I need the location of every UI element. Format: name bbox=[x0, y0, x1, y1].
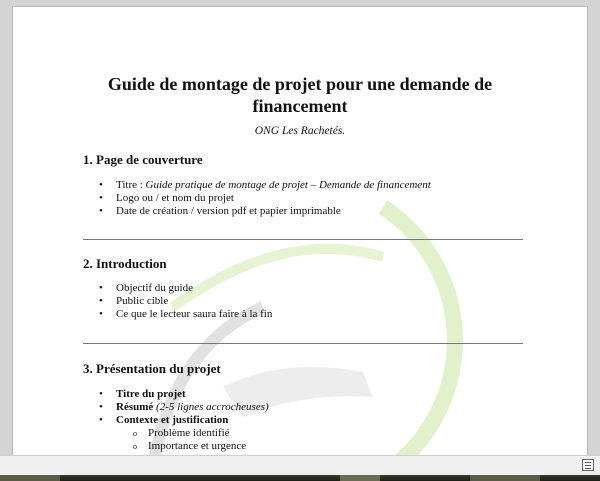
document-subtitle: ONG Les Rachetés. bbox=[254, 125, 346, 137]
list-item: • Logo ou / et nom du projet bbox=[99, 192, 431, 205]
viewer-status-bar bbox=[0, 455, 600, 476]
presentation-list bbox=[99, 388, 269, 453]
sub-list-item: o Importance et urgence bbox=[133, 440, 269, 453]
section-heading-introduction: 2. Introduction bbox=[83, 256, 167, 271]
list-item: • Public cible bbox=[99, 295, 272, 308]
list-item: • Résumé (2-5 lignes accrocheuses) bbox=[99, 401, 269, 414]
sub-list bbox=[116, 427, 269, 453]
section-heading-cover: 1. Page de couverture bbox=[83, 152, 203, 167]
taskbar-button[interactable] bbox=[340, 475, 380, 481]
list-item: • Objectif du guide bbox=[99, 282, 272, 295]
document-title: Guide de montage de projet pour une demande de financement bbox=[107, 74, 493, 116]
section-divider bbox=[83, 343, 523, 344]
list-item: • Ce que le lecteur saura faire à la fin bbox=[99, 308, 272, 321]
introduction-list bbox=[99, 282, 272, 321]
cover-list bbox=[99, 179, 431, 218]
section-divider bbox=[83, 239, 523, 240]
list-item: • Titre : Guide pratique de montage de projet – Demande de financement bbox=[99, 179, 431, 192]
list-item: • Date de création / version pdf et papier imprimable bbox=[99, 205, 431, 218]
menu-icon[interactable] bbox=[582, 459, 594, 471]
list-item: • Titre du projet bbox=[99, 388, 269, 401]
taskbar-button[interactable] bbox=[0, 475, 60, 481]
document-page[interactable] bbox=[12, 6, 588, 456]
taskbar-button[interactable] bbox=[470, 475, 540, 481]
sub-list-item: o Problème identifié bbox=[133, 427, 269, 440]
taskbar bbox=[0, 475, 600, 481]
document-content bbox=[13, 7, 587, 455]
list-item: • Contexte et justification o Problème identifié o Importance et urgence bbox=[99, 414, 269, 453]
section-heading-presentation: 3. Présentation du projet bbox=[83, 361, 221, 376]
